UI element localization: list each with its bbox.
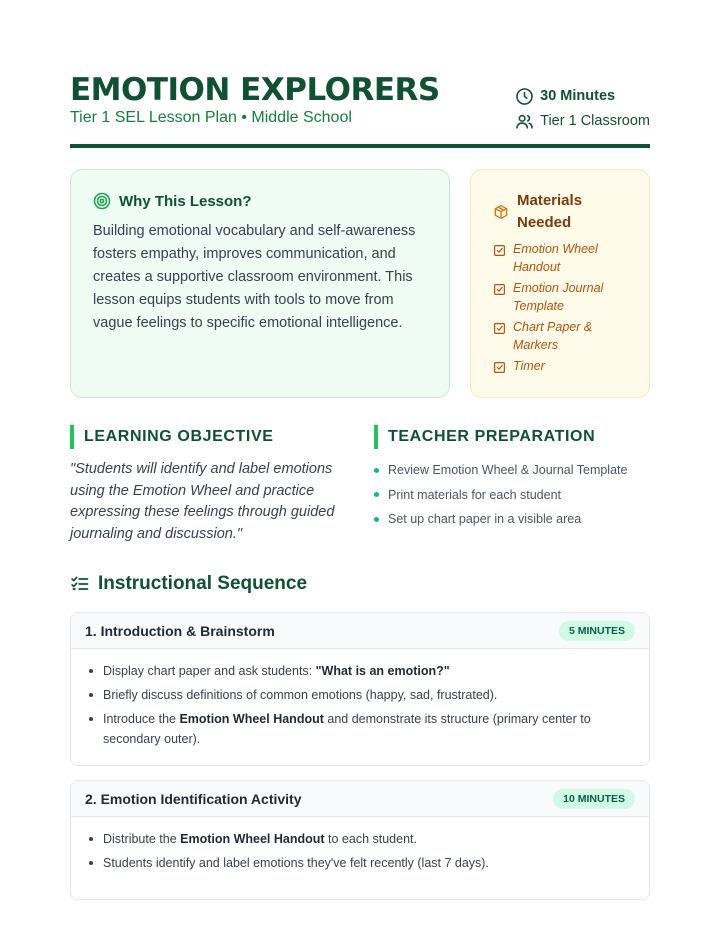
bullet-dot: [89, 669, 93, 673]
bullet-dot: [374, 492, 379, 497]
list-item: [374, 458, 654, 483]
why-title: Why This Lesson?: [119, 192, 252, 210]
objective-heading: [70, 425, 274, 449]
why-text: Building emotional vocabulary and self-awareness fosters empathy, improves communication, and creates a supportive classroom environment. This lesson equips students with tools to move from vague feelings to specific emotional intelligence.: [93, 223, 416, 331]
duration-row: [515, 84, 650, 108]
users-icon: [515, 112, 534, 131]
page-title: EMOTION EXPLORERS: [70, 72, 440, 108]
step-card-header: [71, 613, 649, 649]
preparation-heading-text: TEACHER PREPARATION: [388, 428, 596, 445]
objective-heading-text: LEARNING OBJECTIVE: [84, 428, 274, 445]
list-item-text: Students identify and label emotions they've felt recently (last 7 days).: [103, 856, 489, 870]
material-label: Chart Paper & Markers: [513, 320, 593, 352]
bullet-dot: [374, 517, 379, 522]
bullet-dot: [89, 837, 93, 841]
preparation-heading: [374, 425, 595, 449]
material-label: Timer: [513, 359, 545, 373]
list-item-text: Set up chart paper in a visible area: [388, 512, 582, 527]
sequence-heading: [70, 573, 307, 595]
check-square-icon: [493, 244, 506, 257]
why-card: [70, 169, 450, 398]
materials-heading: [493, 190, 631, 234]
setting-row: [515, 109, 650, 133]
bullet-dot: [89, 861, 93, 865]
step-card: [70, 612, 650, 766]
step-title: 1. Introduction & Brainstorm: [85, 622, 275, 639]
lesson-meta: [515, 84, 650, 134]
list-item-text: Print materials for each student: [388, 487, 561, 502]
list-item-text: Briefly discuss definitions of common emotions (happy, sad, frustrated).: [103, 688, 498, 702]
objective-text: "Students will identify and label emotions using the Emotion Wheel and practice expressing these feelings through guided journaling and discussion.": [70, 461, 335, 542]
list-item: [89, 709, 631, 749]
materials-card: [470, 169, 650, 398]
bullet-dot: [89, 717, 93, 721]
list-item-text: Distribute the Emotion Wheel Handout to each student.: [103, 832, 417, 846]
materials-title: Materials Needed: [517, 192, 583, 231]
step-card: [70, 780, 650, 900]
step-title: 2. Emotion Identification Activity: [85, 790, 302, 807]
sequence-title: Instructional Sequence: [98, 573, 308, 594]
list-item: [89, 853, 631, 873]
check-square-icon: [493, 361, 506, 374]
why-heading: [93, 192, 427, 210]
step-card-body: [71, 817, 649, 887]
duration-badge: 10 MINUTES: [553, 789, 635, 809]
material-label: Emotion Journal Template: [513, 281, 604, 313]
list-item: [374, 483, 654, 508]
list-item-text: Review Emotion Wheel & Journal Template: [388, 463, 628, 478]
check-square-icon: [493, 322, 506, 335]
list-item: [89, 829, 631, 849]
material-item: [493, 318, 631, 354]
page-header: [70, 70, 650, 148]
list-item: [89, 685, 631, 705]
preparation-list: [374, 458, 654, 532]
target-icon: [93, 192, 111, 210]
material-label: Emotion Wheel Handout: [513, 242, 598, 274]
bullet-dot: [374, 468, 379, 473]
list-item-text: Display chart paper and ask students: "What is an emotion?": [103, 664, 450, 678]
setting-text: Tier 1 Classroom: [540, 113, 650, 129]
package-icon: [493, 204, 509, 220]
duration-text: 30 Minutes: [540, 88, 616, 104]
material-item: [493, 240, 631, 276]
page-subtitle: Tier 1 SEL Lesson Plan • Middle School: [70, 109, 352, 126]
check-square-icon: [493, 283, 506, 296]
material-item: [493, 279, 631, 315]
list-item: [89, 661, 631, 681]
list-item: [374, 507, 654, 532]
material-item: [493, 357, 631, 375]
clock-icon: [515, 87, 534, 106]
duration-badge: 5 MINUTES: [559, 621, 635, 641]
step-card-body: [71, 649, 649, 763]
list-checks-icon: [70, 574, 90, 594]
bullet-dot: [89, 693, 93, 697]
list-item-text: Introduce the Emotion Wheel Handout and demonstrate its structure (primary center to secondary outer).: [103, 712, 591, 746]
step-card-header: [71, 781, 649, 817]
